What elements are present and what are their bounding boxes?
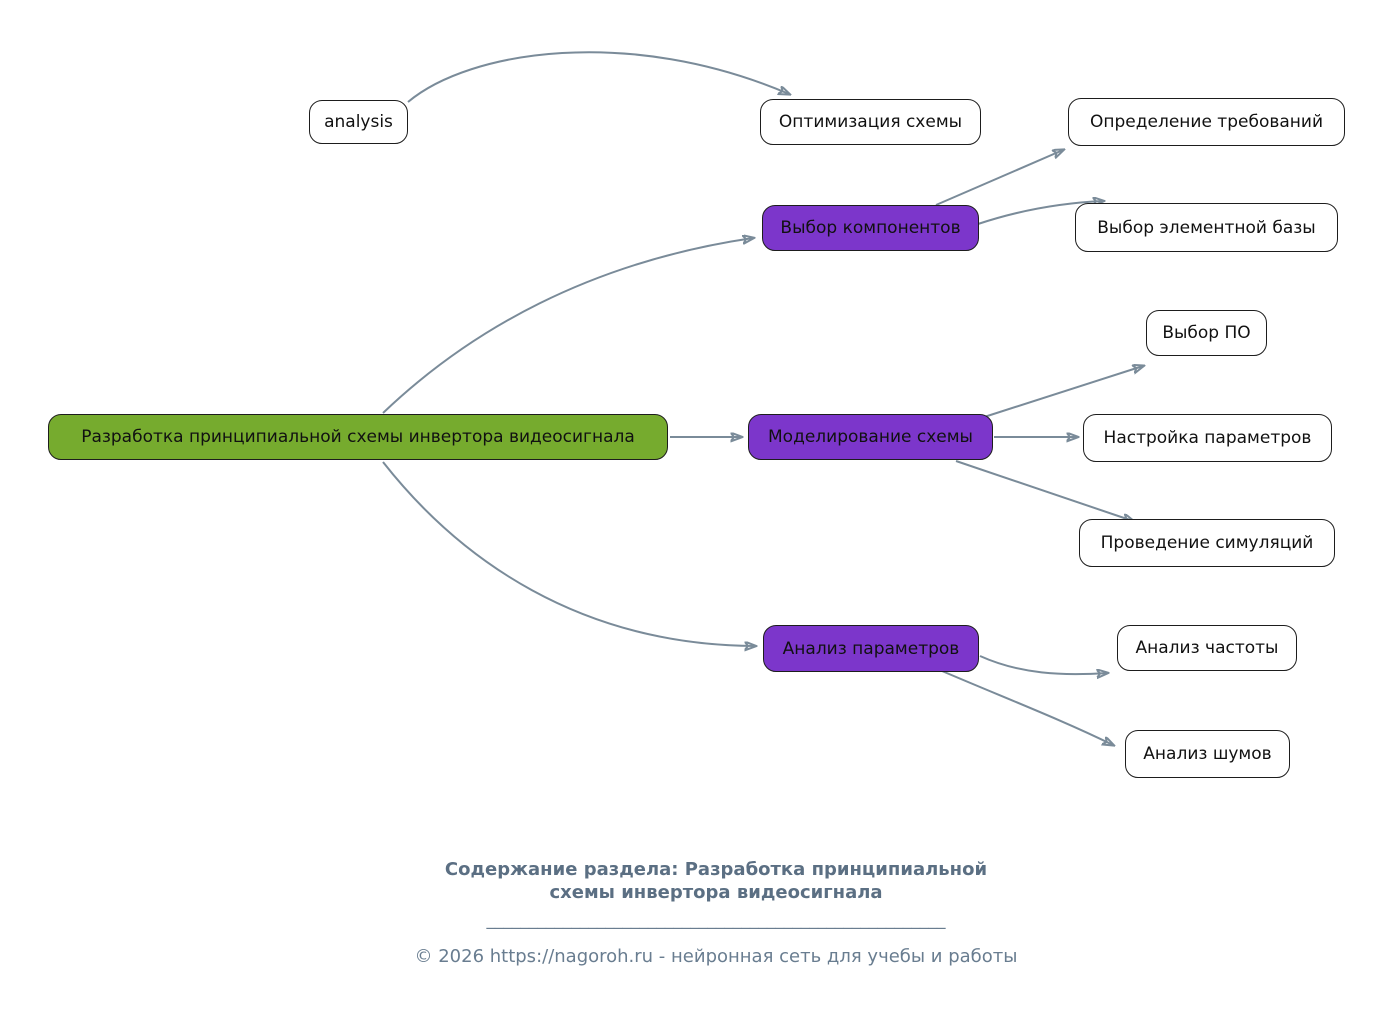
footer-divider: ______________________________________________________ (486, 910, 946, 930)
node-noise-analysis: Анализ шумов (1125, 730, 1290, 778)
node-params-setup: Настройка параметров (1083, 414, 1332, 462)
edge-analysis-to-optimization (408, 52, 789, 102)
node-optimization: Оптимизация схемы (760, 99, 981, 145)
node-components: Выбор компонентов (762, 205, 979, 251)
node-simulations: Проведение симуляций (1079, 519, 1335, 567)
footer-section-title (40, 858, 1392, 904)
edge-components-to-requirements (936, 150, 1063, 205)
edge-analysis-params-to-noise (942, 671, 1113, 745)
node-analysis: analysis (309, 100, 408, 144)
edge-analysis-params-to-freq (980, 656, 1107, 674)
node-requirements: Определение требований (1068, 98, 1345, 146)
node-root: Разработка принципиальной схемы инвертора видеосигнала (48, 414, 668, 460)
edge-root-to-analysis-params (383, 462, 755, 646)
node-freq-analysis: Анализ частоты (1117, 625, 1297, 671)
footer (40, 858, 1392, 967)
footer-title-line2: схемы инвертора видеосигнала (549, 882, 883, 903)
node-software: Выбор ПО (1146, 310, 1267, 356)
edge-modeling-to-software (978, 366, 1143, 419)
edge-modeling-to-simulations (956, 461, 1133, 521)
footer-copyright: © 2026 https://nagoroh.ru - нейронная сеть для учебы и работы (414, 946, 1018, 967)
node-element-base: Выбор элементной базы (1075, 203, 1338, 252)
node-analysis-params: Анализ параметров (763, 625, 979, 672)
node-modeling: Моделирование схемы (748, 414, 993, 460)
edge-root-to-components (383, 238, 753, 413)
footer-title-line1: Содержание раздела: Разработка принципиальной (444, 859, 988, 880)
